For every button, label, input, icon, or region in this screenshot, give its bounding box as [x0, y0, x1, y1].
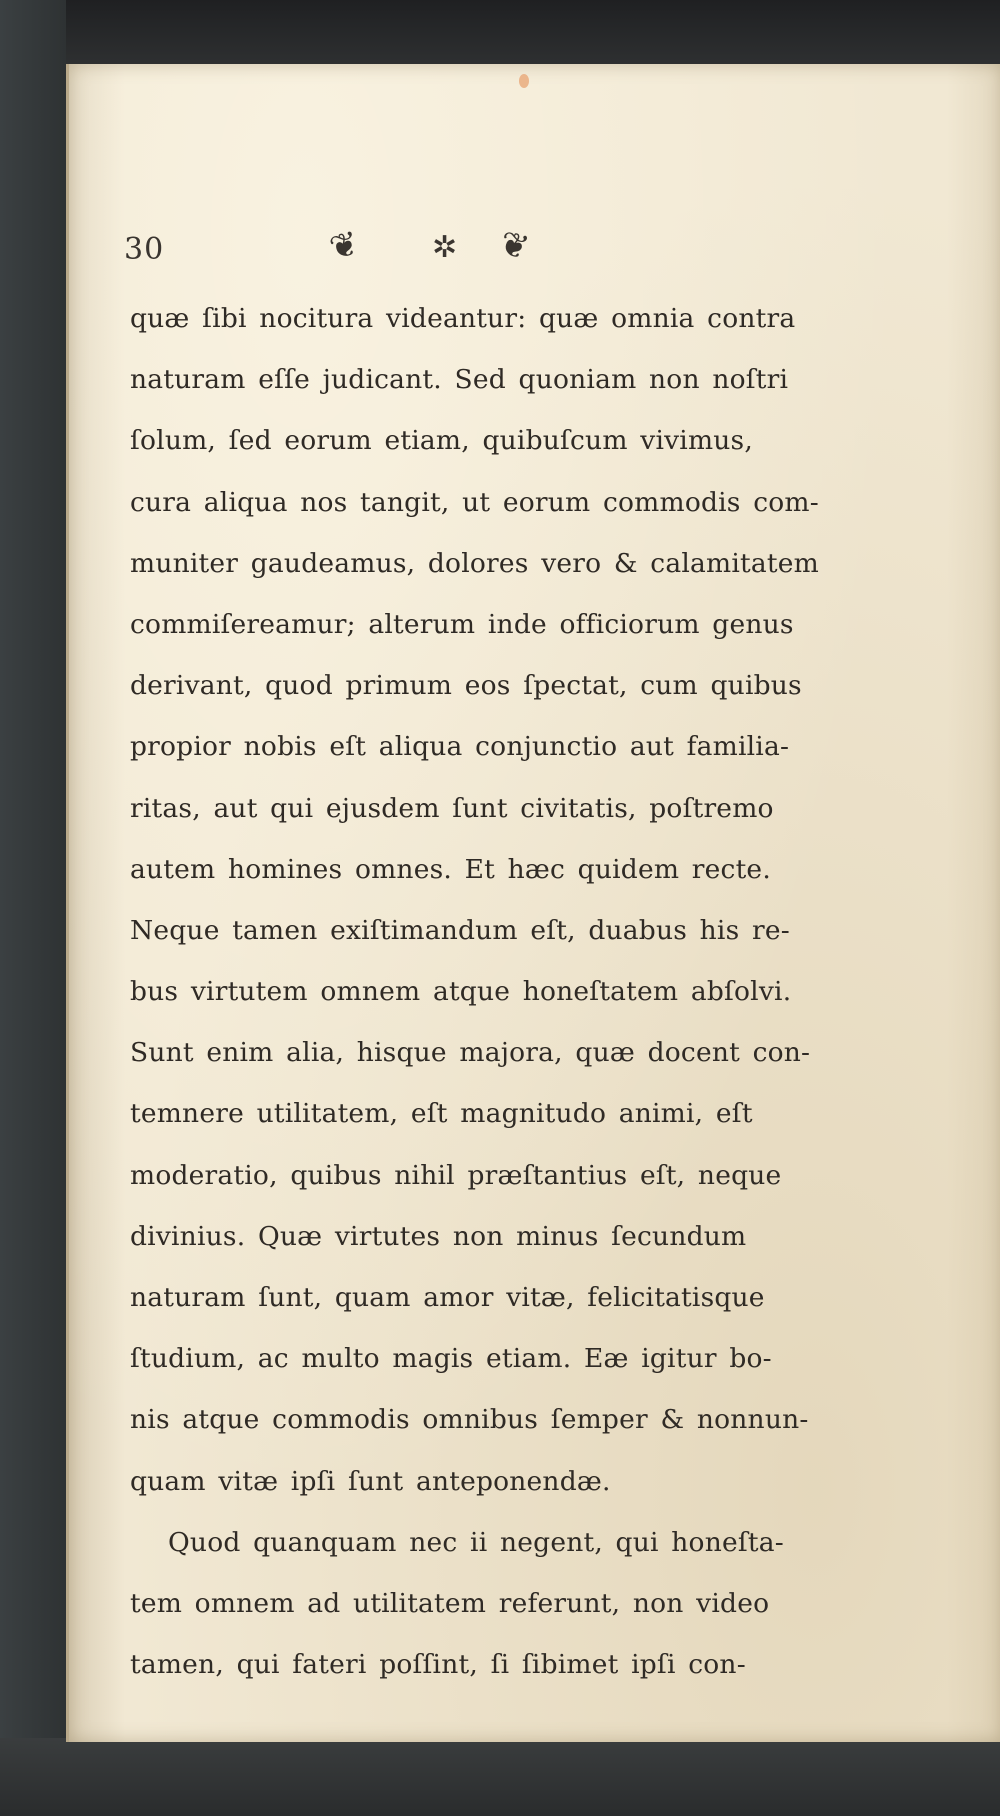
star-icon: ✲ [432, 230, 458, 265]
text-line: naturam eſſe judicant. Sed quoniam non noſtri [130, 364, 789, 396]
text-line: autem homines omnes. Et hæc quidem recte. [130, 853, 771, 885]
text-line: naturam ſunt, quam amor vitæ, felicitatisque [130, 1282, 765, 1313]
flourish-icon: ❦ [495, 222, 534, 270]
text-line: quam vitæ ipſi ſunt anteponendæ. [130, 1465, 611, 1497]
text-line: tem omnem ad utilitatem referunt, non video [130, 1587, 770, 1619]
scan-background-top [0, 0, 1000, 70]
text-line: ſtudium, ac multo magis etiam. Eæ igitur bo- [130, 1343, 772, 1375]
text-line: divinius. Quæ virtutes non minus ſecundum [130, 1220, 747, 1252]
text-line: bus virtutem omnem atque honeſtatem abſolvi. [130, 976, 792, 1008]
text-line: nis atque commodis omnibus ſemper & nonnun- [130, 1404, 809, 1436]
scan-background-left [0, 0, 66, 1816]
text-line: ſolum, ſed eorum etiam, quibuſcum vivimus, [130, 425, 753, 457]
page-number: 30 [124, 232, 165, 267]
flourish-icon: ❦ [325, 222, 364, 270]
text-line: temnere utilitatem, eſt magnitudo animi, eſt [130, 1098, 753, 1130]
text-line: Sunt enim alia, hisque majora, quæ docent con- [130, 1037, 811, 1069]
text-line: derivant, quod primum eos ſpectat, cum quibus [130, 670, 802, 702]
scan-background-bottom [0, 1738, 1000, 1816]
text-line: muniter gaudeamus, dolores vero & calamitatem [130, 547, 819, 579]
text-line: quæ ſibi nocitura videantur: quæ omnia contra [130, 303, 796, 334]
paper-stain [519, 74, 529, 88]
paragraph-start-line: Quod quanquam nec ii negent, qui honeſta- [168, 1526, 784, 1558]
text-line: cura aliqua nos tangit, ut eorum commodis com- [130, 486, 819, 518]
text-line: ritas, aut qui ejusdem ſunt civitatis, poſtremo [130, 792, 774, 824]
text-line: moderatio, quibus nihil præſtantius eſt, neque [130, 1159, 782, 1191]
text-line: Neque tamen exiſtimandum eſt, duabus his re- [130, 914, 790, 946]
body-text [130, 288, 819, 1695]
text-line: propior nobis eſt aliqua conjunctio aut familia- [130, 731, 790, 763]
text-line: commiſereamur; alterum inde officiorum genus [130, 608, 794, 640]
text-line: tamen, qui fateri poſſint, ſi ſibimet ipſi con- [130, 1649, 746, 1681]
